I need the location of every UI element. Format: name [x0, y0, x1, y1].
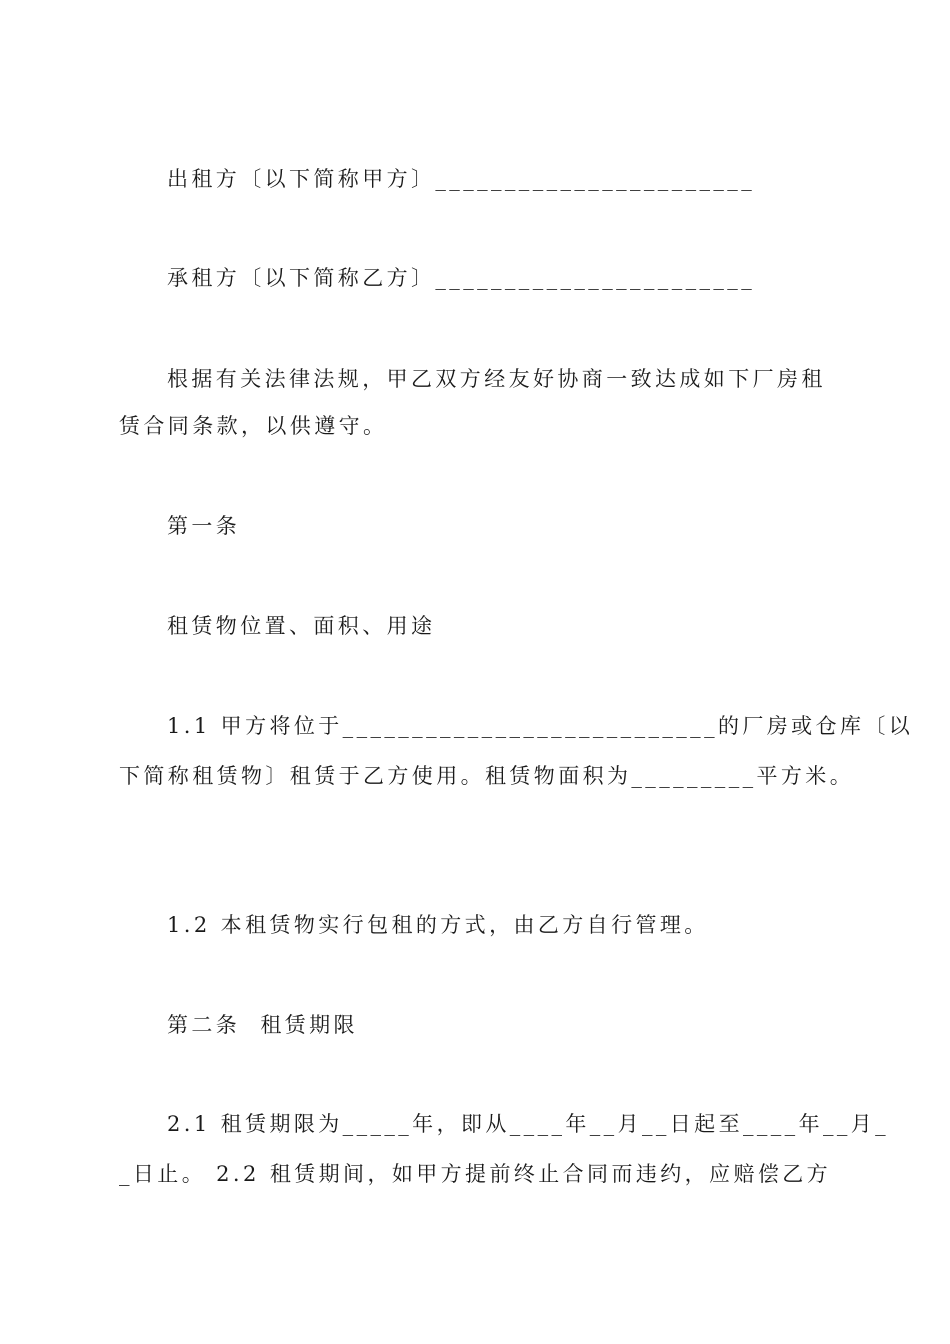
article-1-title: 租赁物位置、面积、用途	[167, 614, 436, 638]
article-1-heading: 第一条	[167, 514, 241, 538]
clause-1-2: 1.2 本租赁物实行包租的方式，由乙方自行管理。	[167, 913, 709, 937]
lessee-line: 承租方〔以下简称乙方〕_______________________	[167, 266, 756, 290]
preamble-line-2: 赁合同条款，以供遵守。	[119, 414, 388, 438]
article-2-heading: 第二条 租赁期限	[167, 1013, 358, 1037]
preamble-line-1: 根据有关法律法规，甲乙双方经友好协商一致达成如下厂房租	[167, 367, 826, 391]
clause-1-1-line-2: 下简称租赁物〕租赁于乙方使用。租赁物面积为_________平方米。	[119, 764, 855, 788]
clause-2-1-line-2: _日止。 2.2 租赁期间，如甲方提前终止合同而违约，应赔偿乙方	[119, 1162, 832, 1186]
clause-1-1-line-1: 1.1 甲方将位于___________________________的厂房或仓库〔以	[167, 714, 914, 738]
clause-2-1-line-1: 2.1 租赁期限为_____年，即从____年__月__日起至____年__月_	[167, 1112, 890, 1136]
lessor-line: 出租方〔以下简称甲方〕_______________________	[167, 167, 756, 191]
